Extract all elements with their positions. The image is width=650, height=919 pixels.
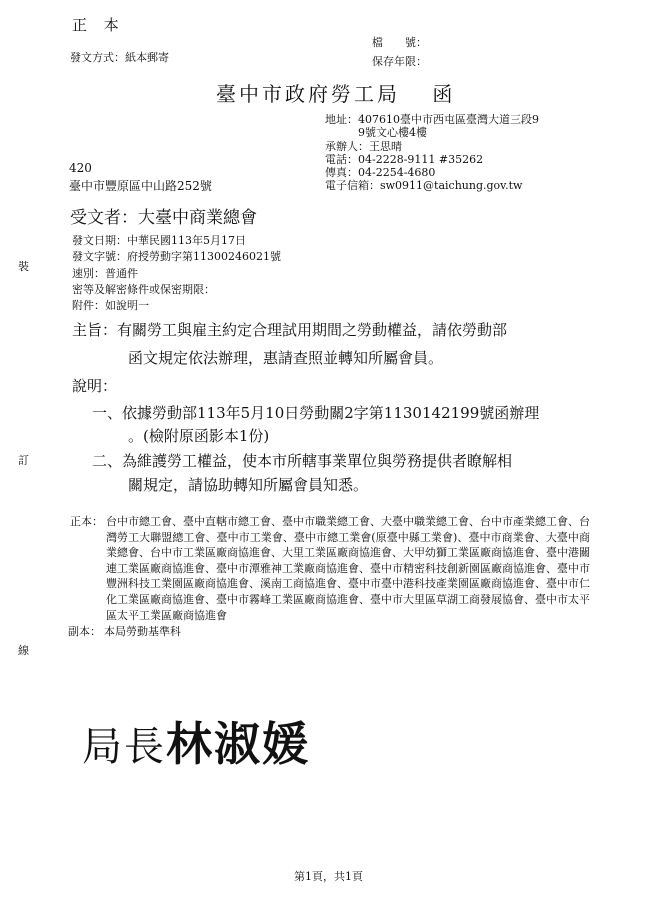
explanation-item1-line1: 一、依據勞動部113年5月10日勞動關2字第1130142199號函辦理 xyxy=(92,404,540,422)
postal-code: 420 xyxy=(69,161,92,175)
main-recipients-list: 台中市總工會、臺中直轄市總工會、臺中市職業總工會、大臺中職業總工會、台中市產業總工會、台灣勞工大聯盟總工會、臺中市工業會、臺中市總工業會(原臺中縣工業會)、臺中市商業會、大臺中商業總會、台中市工業區廠商協進會、大里工業區廠商協進會、大甲幼獅工業區廠商協進會、臺中港關連工業區廠商協進會、臺中市潭雅神工業廠商協進會、臺中市精密科技創新園區廠商協進會、臺中市豐洲科技工業園區廠商協進會、溪南工商協進會、臺中市臺中港科技產業園區廠商協進會、臺中市仁化工業區廠商協進會、臺中市霧峰工業區廠商協進會、臺中市大里區草湖工商發展協會、臺中市太平區太平工業區廠商協進會 xyxy=(106,515,590,622)
copy-recipients-label: 副本： xyxy=(68,625,101,639)
signature-name: 林淑媛 xyxy=(166,717,310,771)
copy-type: 正 本 xyxy=(72,16,125,34)
signature-title: 局長 xyxy=(82,724,166,770)
recipient-address: 臺中市豐原區中山路252號 xyxy=(69,179,212,193)
explanation-item2-line2: 關規定，請協助轉知所屬會員知悉。 xyxy=(128,476,369,494)
send-method: 發文方式：紙本郵寄 xyxy=(70,51,169,64)
explanation-heading: 說明： xyxy=(72,377,118,395)
file-number-label: 檔 號： xyxy=(372,36,427,49)
sender-fax: 傳真：04-2254-4680 xyxy=(325,166,436,179)
reference-number: 發文字號：府授勞動字第11300246021號 xyxy=(72,250,281,263)
document-title: 臺中市政府勞工局 函 xyxy=(216,82,456,106)
delivery-speed: 速別：普通件 xyxy=(72,267,138,280)
sender-address-line1: 地址：407610臺中市西屯區臺灣大道三段9 xyxy=(325,113,539,126)
attachment: 附件：如說明一 xyxy=(72,299,149,312)
subject-line1: 主旨：有關勞工與雇主約定合理試用期間之勞動權益，請依勞動部 xyxy=(72,321,508,339)
sender-address-line2: 9號文心樓4樓 xyxy=(358,126,427,139)
explanation-item2-line1: 二、為維護勞工權益，使本市所轄事業單位與勞務提供者瞭解相 xyxy=(92,452,513,470)
copy-recipients-list: 本局勞動基準科 xyxy=(104,625,181,639)
binding-mark-staple: 訂 xyxy=(18,454,29,467)
sender-info xyxy=(325,113,625,192)
binding-mark-line: 線 xyxy=(18,644,29,657)
sender-contact: 承辦人：王思晴 xyxy=(325,140,402,153)
distribution-block xyxy=(70,514,590,640)
sender-email: 電子信箱：sw0911@taichung.gov.tw xyxy=(325,179,523,192)
issue-date: 發文日期：中華民國113年5月17日 xyxy=(72,234,246,247)
recipient-name: 受文者：大臺中商業總會 xyxy=(70,208,257,228)
explanation-item1-line2: 。(檢附原函影本1份) xyxy=(128,427,270,445)
signature-block xyxy=(82,708,310,774)
retention-label: 保存年限： xyxy=(372,55,427,68)
binding-mark-bind: 裝 xyxy=(18,260,29,273)
main-recipients-label: 正本： xyxy=(70,515,103,528)
subject-line2: 函文規定依法辦理，惠請查照並轉知所屬會員。 xyxy=(128,349,444,367)
secrecy-level: 密等及解密條件或保密期限： xyxy=(72,283,215,296)
sender-phone: 電話：04-2228-9111 #35262 xyxy=(325,153,484,166)
page-number: 第1頁，共1頁 xyxy=(294,870,363,883)
